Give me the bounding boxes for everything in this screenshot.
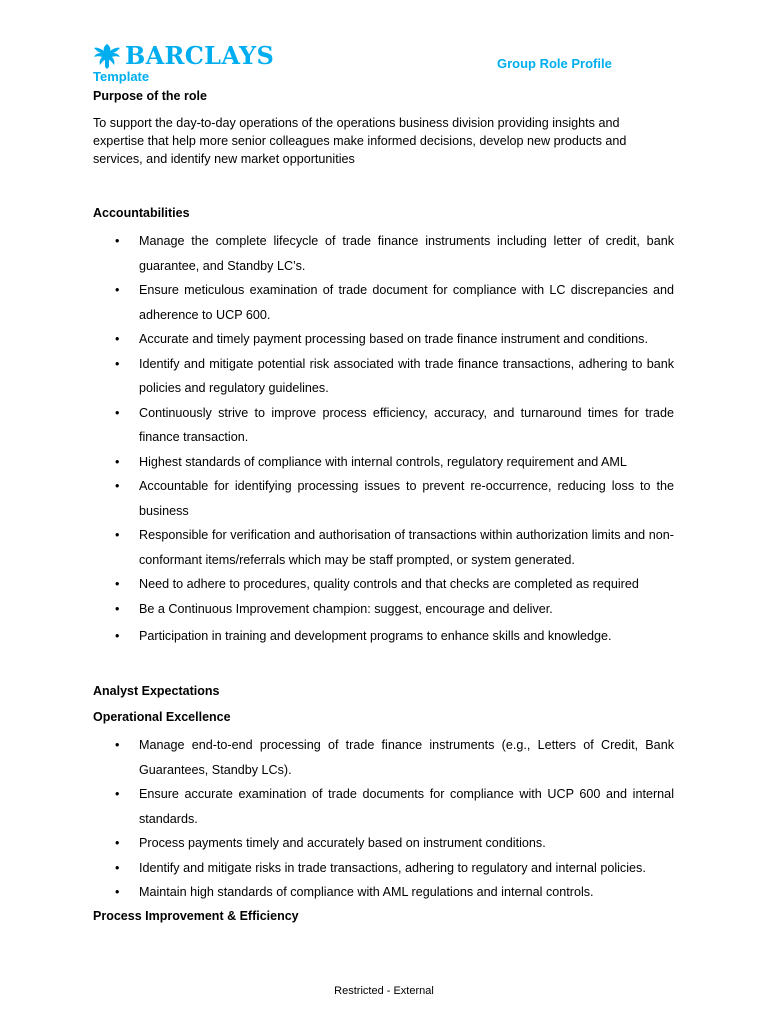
bullet-icon: • (115, 356, 120, 371)
document-type: Group Role Profile (497, 56, 612, 71)
bullet-icon: • (115, 454, 120, 469)
bullet-icon: • (115, 629, 120, 643)
list-item: • Manage end-to-end processing of trade finance instruments (e.g., Letters of Credit, Bank Guarantees, Standby LCs). (93, 733, 674, 782)
bullet-icon: • (115, 738, 120, 752)
operational-excellence-heading: Operational Excellence (93, 710, 231, 724)
bullet-icon: • (115, 787, 120, 801)
bullet-icon: • (115, 479, 120, 493)
eagle-icon (93, 43, 121, 69)
bullet-icon: • (115, 860, 120, 875)
list-item: • Responsible for verification and authorisation of transactions within authorization limits and non-conformant items/referrals which may be staff prompted, or system generated. (93, 523, 674, 572)
bullet-icon: • (115, 836, 120, 850)
list-item: • Need to adhere to procedures, quality controls and that checks are completed as required (93, 572, 674, 597)
operational-excellence-list (93, 733, 674, 905)
bullet-icon: • (115, 577, 120, 591)
list-item: • Accountable for identifying processing issues to prevent re-occurrence, reducing loss to the business (93, 474, 674, 523)
bullet-icon: • (115, 885, 120, 899)
list-item: • Identify and mitigate risks in trade transactions, adhering to regulatory and internal policies. (93, 856, 674, 881)
list-item: • Accurate and timely payment processing based on trade finance instrument and conditions. (93, 327, 674, 352)
bullet-icon: • (115, 601, 120, 616)
list-item: • Manage the complete lifecycle of trade finance instruments including letter of credit, bank guarantee, and Standby LC’s. (93, 229, 674, 278)
bullet-icon: • (115, 528, 120, 542)
purpose-text: To support the day-to-day operations of the operations business division providing insights and expertise that help more senior colleagues make informed decisions, develop new products and services, and identify new market opportunities (93, 116, 627, 166)
bullet-icon: • (115, 332, 120, 346)
template-label: Template (93, 69, 150, 84)
bullet-icon: • (115, 405, 120, 420)
bullet-icon: • (115, 283, 120, 297)
footer-classification: Restricted - External (334, 985, 434, 997)
list-item: • Process payments timely and accurately based on instrument conditions. (93, 831, 674, 856)
barclays-logo (93, 42, 274, 70)
analyst-expectations-heading: Analyst Expectations (93, 684, 220, 698)
list-item: • Be a Continuous Improvement champion: suggest, encourage and deliver. (93, 597, 674, 622)
process-improvement-heading: Process Improvement & Efficiency (93, 909, 299, 923)
accountabilities-heading: Accountabilities (93, 206, 190, 220)
list-item: • Ensure accurate examination of trade documents for compliance with UCP 600 and internal standards. (93, 782, 674, 831)
list-item: • Identify and mitigate potential risk associated with trade finance transactions, adhering to bank policies and regulatory guidelines. (93, 352, 674, 401)
list-item: • Ensure meticulous examination of trade document for compliance with LC discrepancies and adherence to UCP 600. (93, 278, 674, 327)
accountabilities-list (93, 229, 674, 649)
list-item: • Maintain high standards of compliance with AML regulations and internal controls. (93, 880, 674, 905)
purpose-heading: Purpose of the role (93, 89, 207, 103)
list-item: • Participation in training and development programs to enhance skills and knowledge. (93, 624, 674, 649)
list-item: • Continuously strive to improve process efficiency, accuracy, and turnaround times for trade finance transaction. (93, 401, 674, 450)
brand-name: BARCLAYS (125, 41, 275, 70)
list-item: • Highest standards of compliance with internal controls, regulatory requirement and AML (93, 450, 674, 475)
bullet-icon: • (115, 234, 120, 248)
